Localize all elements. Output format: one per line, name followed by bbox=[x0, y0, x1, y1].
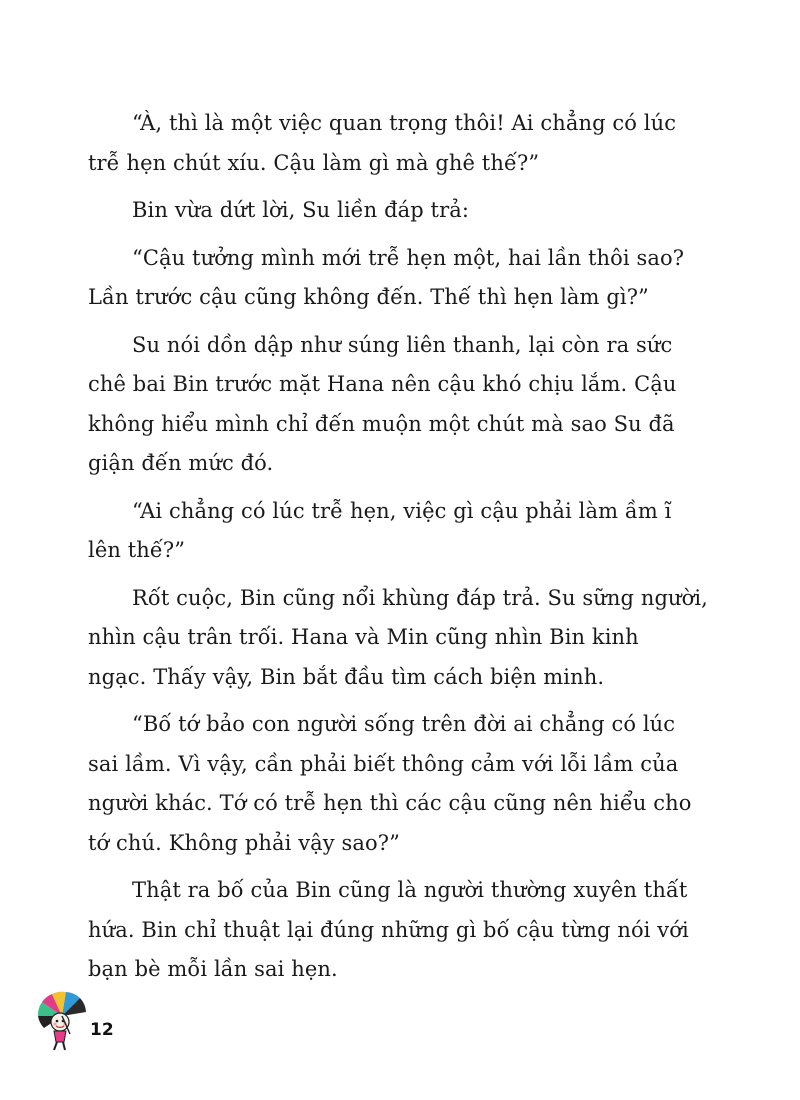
paragraph: “Cậu tưởng mình mới trễ hẹn một, hai lần thôi sao? Lần trước cậu cũng không đến. Thế thì hẹn làm gì?” bbox=[88, 245, 685, 309]
paragraph: Su nói dồn dập như súng liên thanh, lại còn ra sức chê bai Bin trước mặt Hana nên cậu khó chịu lắm. Cậu không hiểu mình chỉ đến muộn một chút mà sao Su đã giận đến mức đó. bbox=[88, 332, 677, 475]
paragraph: Thật ra bố của Bin cũng là người thường xuyên thất hứa. Bin chỉ thuật lại đúng những gì bố cậu từng nói với bạn bè mỗi lần sai hẹn. bbox=[88, 878, 689, 981]
paragraph: Rốt cuộc, Bin cũng nổi khùng đáp trả. Su sững người, nhìn cậu trân trối. Hana và Min cũng nhìn Bin kinh ngạc. Thấy vậy, Bin bắt đầu tìm cách biện minh. bbox=[88, 585, 708, 689]
umbrella-character-icon bbox=[34, 990, 90, 1052]
paragraph: “Ai chẳng có lúc trễ hẹn, việc gì cậu phải làm ầm ĩ lên thế?” bbox=[88, 498, 672, 562]
paragraph: “À, thì là một việc quan trọng thôi! Ai chẳng có lúc trễ hẹn chút xíu. Cậu làm gì mà ghê thế?” bbox=[88, 111, 677, 175]
page-number: 12 bbox=[90, 1020, 114, 1040]
body-text bbox=[88, 104, 720, 998]
paragraph: Bin vừa dứt lời, Su liền đáp trả: bbox=[132, 198, 470, 222]
page-footer bbox=[34, 990, 154, 1060]
paragraph: “Bố tớ bảo con người sống trên đời ai chẳng có lúc sai lầm. Vì vậy, cần phải biết thông cảm với lỗi lầm của người khác. Tớ có trễ hẹn thì các cậu cũng nên hiểu cho tớ chú. Không phải vậy sao?” bbox=[88, 712, 692, 855]
